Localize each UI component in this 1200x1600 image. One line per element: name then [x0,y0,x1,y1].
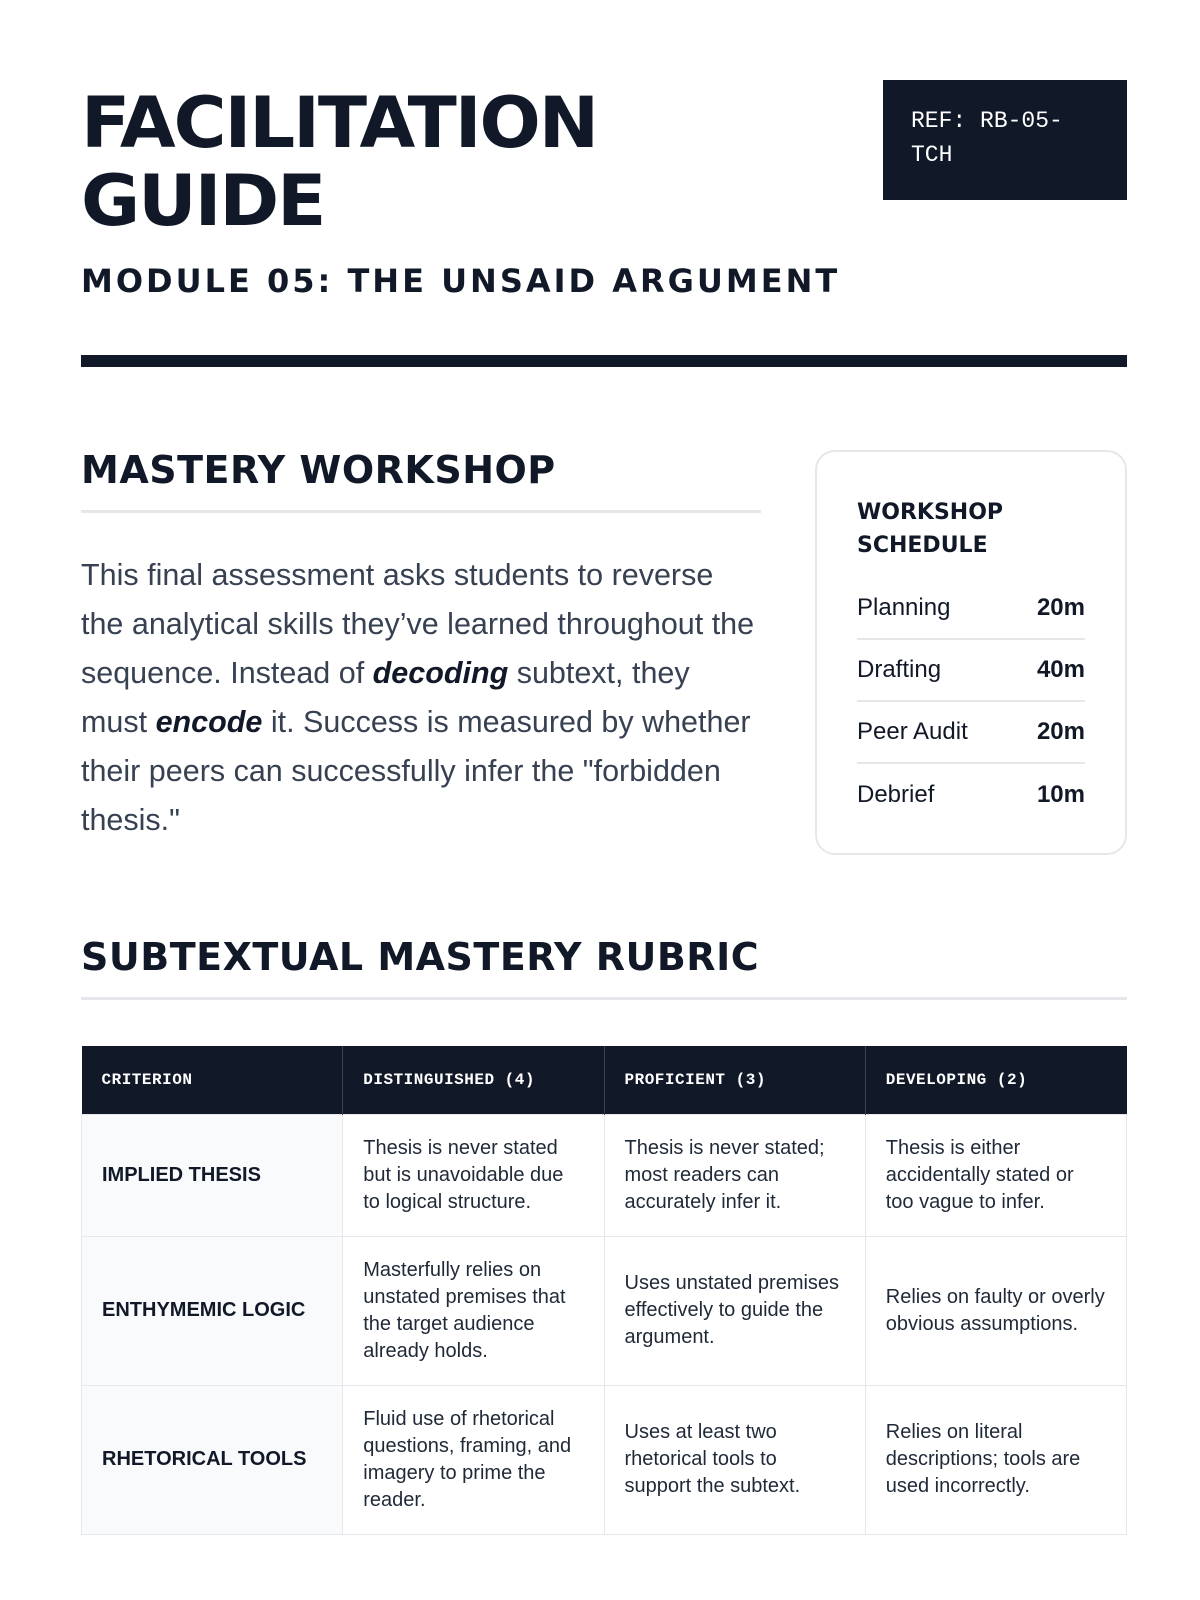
intro-emphasis-encode: encode [155,705,263,739]
workshop-heading-divider [81,510,761,513]
distinguished-cell: Fluid use of rhetorical questions, framing, and imagery to prime the reader. [343,1385,604,1534]
page-title [81,84,597,240]
table-row [82,1114,1127,1236]
column-header-developing: DEVELOPING (2) [865,1046,1126,1114]
intro-text-3: it. Success is measured by whether their peers can successfully infer the "forbidden thesis." [81,705,751,837]
proficient-cell: Thesis is never stated; most readers can accurately infer it. [604,1114,865,1236]
schedule-item-duration: 10m [1036,781,1085,808]
column-header-criterion: CRITERION [82,1046,343,1114]
schedule-item-duration: 20m [1036,594,1085,621]
module-subtitle: MODULE 05: THE UNSAID ARGUMENT [81,262,841,300]
schedule-item [857,640,1085,702]
schedule-item [857,578,1085,640]
schedule-item-label: Drafting [857,656,942,683]
criterion-cell: ENTHYMEMIC LOGIC [82,1236,343,1385]
page-header [81,80,1127,370]
schedule-item-label: Planning [857,594,951,621]
criterion-cell: RHETORICAL TOOLS [82,1385,343,1534]
developing-cell: Thesis is either accidentally stated or too vague to infer. [865,1114,1126,1236]
distinguished-cell: Thesis is never stated but is unavoidable due to logical structure. [343,1114,604,1236]
rubric-heading-divider [81,997,1127,1000]
mastery-workshop-section [81,448,761,845]
schedule-title: WORKSHOP SCHEDULE [857,500,1004,558]
header-divider [81,355,1127,367]
intro-text-2: subtext, they must [81,656,690,739]
title-line-1: FACILITATION [81,82,597,164]
table-row [82,1385,1127,1534]
rubric-table [81,1046,1127,1535]
rubric-heading: SUBTEXTUAL MASTERY RUBRIC [81,935,760,979]
criterion-cell: IMPLIED THESIS [82,1114,343,1236]
column-header-proficient: PROFICIENT (3) [604,1046,865,1114]
schedule-item [857,764,1085,826]
workshop-heading: MASTERY WORKSHOP [81,448,556,492]
intro-text-1: This final assessment asks students to reverse the analytical skills they’ve learned throughout the sequence. Instead of [81,558,755,690]
proficient-cell: Uses at least two rhetorical tools to support the subtext. [604,1385,865,1534]
column-header-distinguished: DISTINGUISHED (4) [343,1046,604,1114]
schedule-item-label: Peer Audit [857,718,968,745]
rubric-section [81,935,1127,1000]
developing-cell: Relies on faulty or overly obvious assumptions. [865,1236,1126,1385]
distinguished-cell: Masterfully relies on unstated premises that the target audience already holds. [343,1236,604,1385]
title-line-2: GUIDE [81,160,325,242]
workshop-intro [81,551,761,845]
schedule-item-duration: 20m [1036,718,1085,745]
rubric-header-row [82,1046,1127,1114]
workshop-schedule-card [815,450,1127,855]
reference-code-badge: REF: RB-05-TCH [883,80,1127,200]
schedule-item-label: Debrief [857,781,935,808]
developing-cell: Relies on literal descriptions; tools are used incorrectly. [865,1385,1126,1534]
schedule-item [857,702,1085,764]
schedule-item-duration: 40m [1036,656,1085,683]
proficient-cell: Uses unstated premises effectively to guide the argument. [604,1236,865,1385]
intro-emphasis-decoding: decoding [372,656,509,690]
table-row [82,1236,1127,1385]
